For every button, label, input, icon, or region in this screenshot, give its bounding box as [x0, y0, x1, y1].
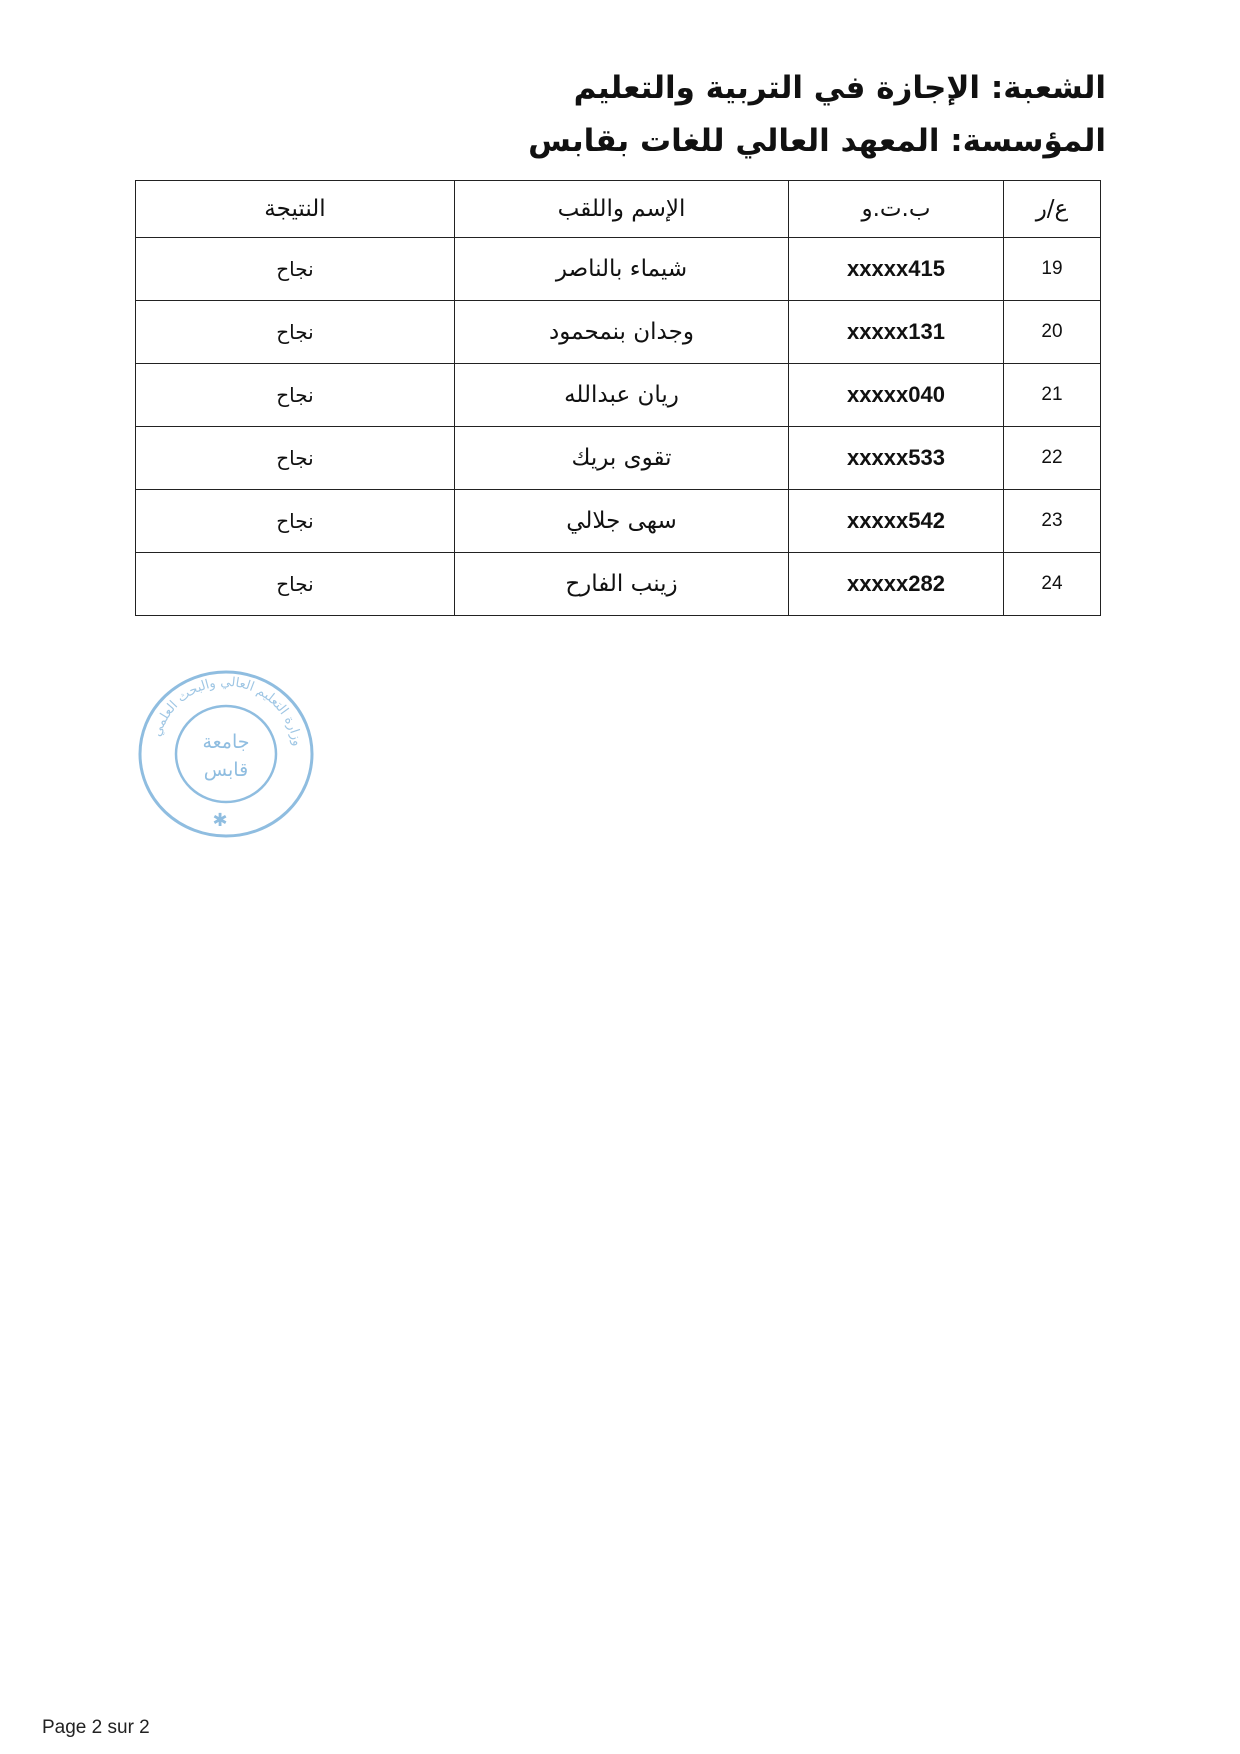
table-row	[136, 238, 1101, 301]
row-result: نجاح	[136, 364, 455, 427]
branch-title: الشعبة: الإجازة في التربية والتعليم	[573, 70, 1106, 106]
table-header-row	[136, 181, 1101, 238]
stamp-university-word: جامعة	[202, 731, 250, 753]
row-result: نجاح	[136, 427, 455, 490]
stamp-inner-ring	[176, 706, 276, 802]
row-number: 22	[1004, 427, 1101, 490]
row-number: 23	[1004, 490, 1101, 553]
row-result: نجاح	[136, 301, 455, 364]
table-row	[136, 490, 1101, 553]
row-id: xxxxx131	[789, 301, 1004, 364]
row-id: xxxxx415	[789, 238, 1004, 301]
column-header-id: ب.ت.و	[789, 181, 1004, 238]
row-number: 24	[1004, 553, 1101, 616]
row-number: 19	[1004, 238, 1101, 301]
row-result: نجاح	[136, 553, 455, 616]
table-row	[136, 553, 1101, 616]
star-icon: ✱	[212, 810, 228, 831]
row-name: شيماء بالناصر	[455, 238, 789, 301]
institution-title: المؤسسة: المعهد العالي للغات بقابس	[528, 123, 1106, 159]
row-name: سهى جلالي	[455, 490, 789, 553]
column-header-number: ع/ر	[1004, 181, 1101, 238]
row-name: تقوى بريك	[455, 427, 789, 490]
table-row	[136, 301, 1101, 364]
university-stamp	[136, 668, 316, 840]
table-row	[136, 364, 1101, 427]
column-header-result: النتيجة	[136, 181, 455, 238]
results-table	[135, 180, 1101, 616]
stamp-city-word: قابس	[203, 759, 249, 781]
row-number: 20	[1004, 301, 1101, 364]
row-name: وجدان بنمحمود	[455, 301, 789, 364]
column-header-name: الإسم واللقب	[455, 181, 789, 238]
page-number: Page 2 sur 2	[42, 1717, 150, 1738]
row-id: xxxxx533	[789, 427, 1004, 490]
row-result: نجاح	[136, 238, 455, 301]
row-number: 21	[1004, 364, 1101, 427]
row-name: ريان عبدالله	[455, 364, 789, 427]
row-id: xxxxx282	[789, 553, 1004, 616]
row-name: زينب الفارح	[455, 553, 789, 616]
stamp-ring-text: وزارة التعليم العالي والبحث العلمي	[149, 674, 305, 748]
row-id: xxxxx040	[789, 364, 1004, 427]
row-result: نجاح	[136, 490, 455, 553]
table-row	[136, 427, 1101, 490]
row-id: xxxxx542	[789, 490, 1004, 553]
